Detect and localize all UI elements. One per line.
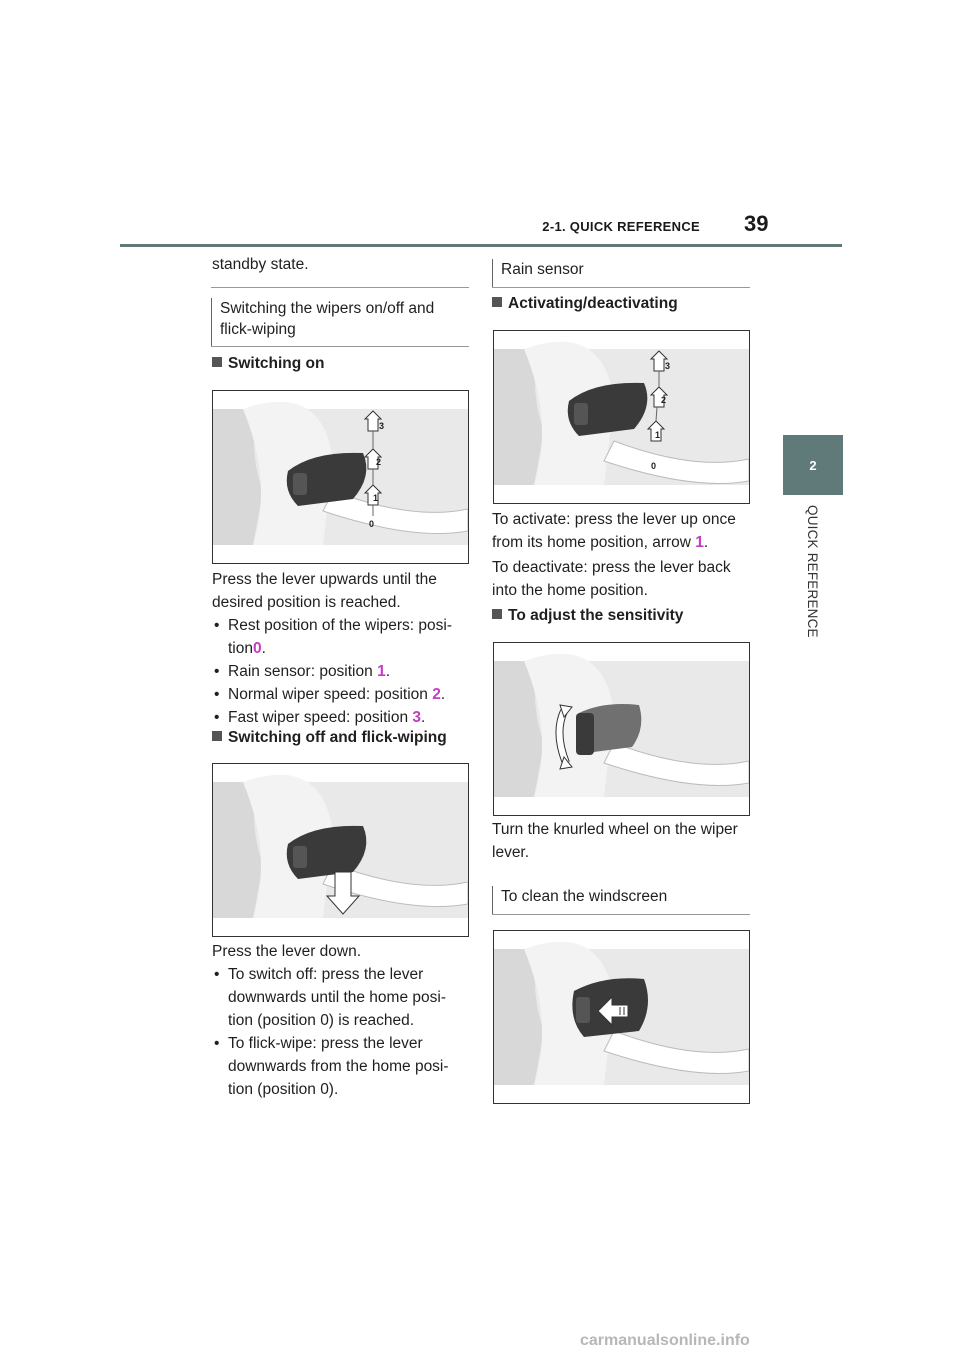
heading-activating: Activating/deactivating bbox=[492, 295, 678, 313]
heading-switching-on: Switching on bbox=[212, 355, 324, 373]
intro-text: standby state. bbox=[212, 256, 309, 273]
box-bottom-rule bbox=[492, 914, 750, 915]
figure-switching-on bbox=[212, 390, 469, 564]
list-item: • Rain sensor: position 1. bbox=[212, 660, 468, 683]
page-number: 39 bbox=[744, 211, 769, 236]
box-top-rule bbox=[211, 287, 469, 288]
activate-text: To activate: press the lever up once from its home position, arrow 1. bbox=[492, 511, 736, 551]
switching-off-bullets bbox=[212, 963, 468, 1101]
figure-sensitivity bbox=[493, 642, 750, 816]
switching-on-text: Press the lever upwards until the desired position is reached. bbox=[212, 571, 437, 611]
heading-sensitivity: To adjust the sensitivity bbox=[492, 607, 683, 625]
box-title-clean: To clean the windscreen bbox=[492, 886, 741, 914]
switching-on-bullets bbox=[212, 614, 468, 729]
deactivate-text: To deactivate: press the lever back into the home position. bbox=[492, 559, 731, 599]
header-rule bbox=[120, 244, 842, 247]
figure-label-2: 2 bbox=[376, 457, 382, 467]
figure-switching-off bbox=[212, 763, 469, 937]
figure-clean-windscreen bbox=[493, 930, 750, 1104]
chapter-side-label: QUICK REFERENCE bbox=[805, 505, 820, 638]
list-item: • Fast wiper speed: position 3. bbox=[212, 706, 468, 729]
square-bullet-icon bbox=[212, 731, 222, 741]
box-bottom-rule bbox=[211, 346, 469, 347]
box-title-rain-sensor: Rain sensor bbox=[492, 259, 741, 287]
square-bullet-icon bbox=[492, 297, 502, 307]
box-title-wipers: Switching the wipers on/off and flick-wiping bbox=[211, 298, 460, 346]
figure-label-2: 2 bbox=[661, 395, 667, 405]
square-bullet-icon bbox=[212, 357, 222, 367]
figure-label-3: 3 bbox=[379, 421, 385, 431]
figure-label-0: 0 bbox=[369, 519, 375, 529]
watermark: carmanualsonline.info bbox=[580, 1332, 750, 1349]
list-item: • To switch off: press the lever downwards until the home posi-tion (position 0) is reached. bbox=[212, 963, 468, 1032]
list-item: • To flick-wipe: press the lever downwards from the home posi-tion (position 0). bbox=[212, 1032, 468, 1101]
switching-off-text: Press the lever down. bbox=[212, 943, 362, 960]
figure-activating bbox=[493, 330, 750, 504]
figure-label-1: 1 bbox=[373, 493, 379, 503]
heading-switching-off: Switching off and flick-wiping bbox=[212, 729, 447, 747]
square-bullet-icon bbox=[492, 609, 502, 619]
section-title: 2-1. QUICK REFERENCE bbox=[542, 219, 700, 234]
sensitivity-text: Turn the knurled wheel on the wiper lever. bbox=[492, 821, 738, 861]
chapter-tab: 2 bbox=[783, 435, 843, 495]
list-item: • Normal wiper speed: position 2. bbox=[212, 683, 468, 706]
figure-label-1: 1 bbox=[655, 430, 661, 440]
list-item: • Rest position of the wipers: posi-tion0. bbox=[212, 614, 468, 660]
figure-label-3: 3 bbox=[665, 361, 671, 371]
box-bottom-rule bbox=[492, 287, 750, 288]
figure-label-0: 0 bbox=[651, 461, 657, 471]
